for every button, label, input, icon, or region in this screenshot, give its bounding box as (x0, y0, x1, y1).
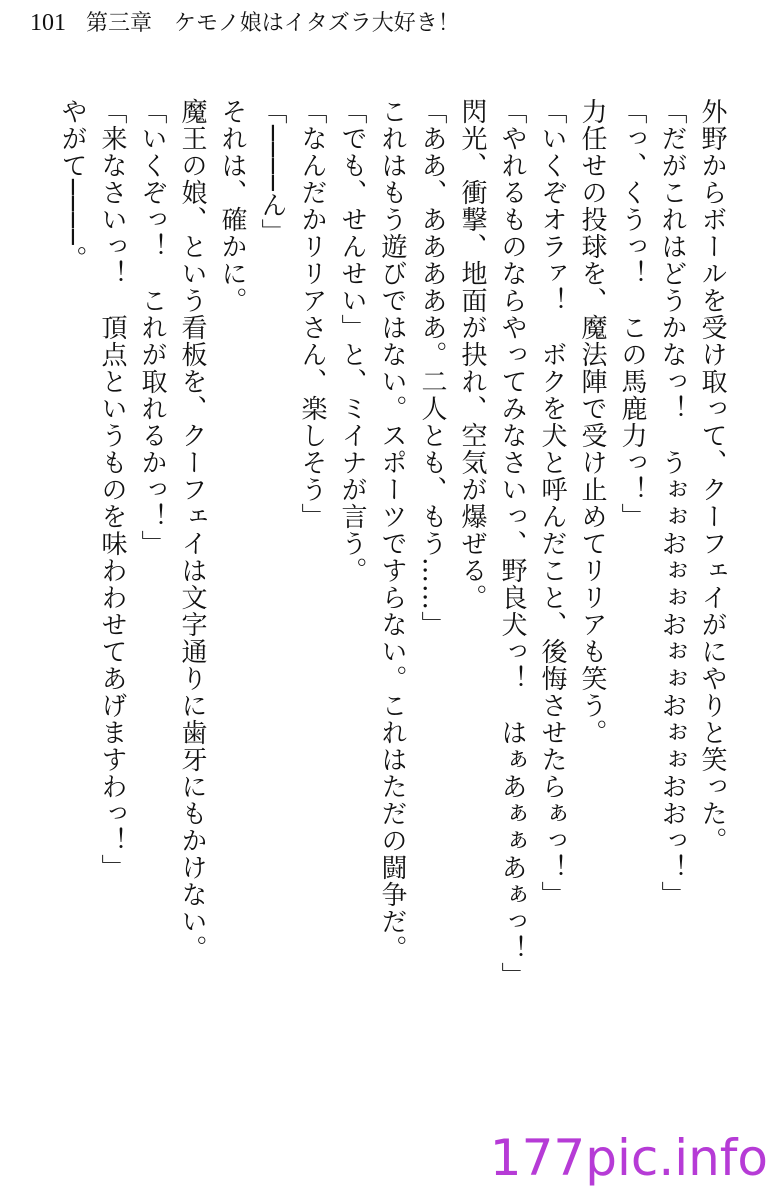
text-line: 「だがこれはどうかなっ！ うぉぉおぉぉおぉぉおぉぉおおっ！」 (657, 98, 687, 908)
text-line: それは、確かに。 (217, 98, 247, 314)
body-text (52, 98, 732, 989)
text-line: 閃光、衝撃、地面が抉れ、空気が爆ぜる。 (457, 98, 487, 611)
text-line: 「来なさいっ！ 頂点というものを味わわせてあげますわっ！」 (97, 98, 127, 881)
text-line: 「いくぞオラァ！ ボクを犬と呼んだこと、後悔させたらぁっ！」 (537, 98, 567, 908)
page-header (30, 6, 460, 40)
text-line: 「でも、せんせい」と、ミイナが言う。 (337, 98, 367, 584)
text-line: 魔王の娘、という看板を、クーフェイは文字通りに歯牙にもかけない。 (177, 98, 207, 962)
text-line: 外野からボールを受け取って、クーフェイがにやりと笑った。 (697, 98, 727, 854)
text-line: 「ああ、あああああ。二人とも、もう……」 (417, 98, 447, 638)
text-line: 「っ、くうっ！ この馬鹿力っ！」 (617, 98, 647, 530)
watermark: 177pic.info (489, 1129, 768, 1187)
text-line: 「やれるものならやってみなさいっ、野良犬っ！ はぁあぁぁあぁっ！」 (497, 98, 527, 989)
text-line: これはもう遊びではない。スポーツですらない。これはただの闘争だ。 (377, 98, 407, 962)
text-line: 「なんだかリリアさん、楽しそう」 (297, 98, 327, 530)
text-line: やがて────。 (57, 98, 87, 273)
running-title: 第三章 ケモノ娘はイタズラ大好き！ (86, 11, 460, 36)
text-line: 「いくぞっ！ これが取れるかっ！」 (137, 98, 167, 557)
page-number: 101 (30, 10, 66, 36)
text-line: 「────ん」 (257, 98, 287, 246)
text-line: 力任せの投球を、魔法陣で受け止めてリリアも笑う。 (577, 98, 607, 746)
